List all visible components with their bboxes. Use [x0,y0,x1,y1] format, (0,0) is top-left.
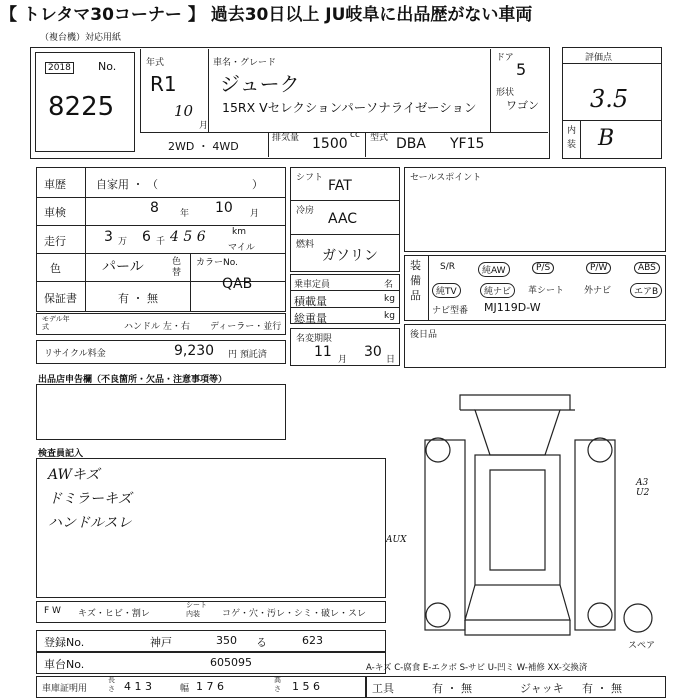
color-code: QAB [222,276,253,292]
left-side-panel [425,440,465,630]
shift-value: FAT [328,178,352,194]
equip-airbag: エアB [630,283,662,298]
seat-text: コゲ・穴・汚レ・シミ・破レ・スレ [222,609,367,619]
plate-label: 登録No. [44,636,85,649]
equip-ext-navi: 外ナビ [584,286,612,296]
era-label: 年式 [146,58,165,68]
dims-wid: 1 7 6 [196,680,224,693]
mileage-mile: マイル [228,243,255,253]
chassis-label: 車台No. [44,658,85,671]
dims-len: 4 1 3 [124,680,152,693]
load-unit: kg [384,294,395,304]
dims-wid-label: 幅 [180,684,190,694]
recycle-label: リサイクル料金 [44,349,106,359]
score-label: 評価点 [585,53,613,63]
spare-label: スペア [628,641,656,651]
weight-label: 総重量 [294,312,327,325]
diagram-aux-mark: AUX [386,535,407,545]
color-value: パール [102,259,144,275]
mileage-sen: 6 [142,229,151,245]
navi-value: MJ119D-W [484,301,541,314]
doors-value: 5 [516,60,527,79]
warranty-label: 保証書 [44,292,77,305]
equip-abs: ABS [634,262,660,274]
shape-label: 形状 [496,88,515,98]
history-value: 自家用 ・ （ [96,178,158,191]
equip-navi: 純ナビ [480,283,515,298]
color-code-label: カラーNo. [196,258,238,268]
navi-label: ナビ型番 [432,306,469,316]
mileage-rest: 4 5 6 [170,229,206,245]
inspection-year-unit: 年 [180,209,190,219]
tools-value: 有 ・ 無 [432,682,472,695]
equip-sr: S/R [440,262,455,272]
dealer-text: ディーラー・並行 [210,322,282,332]
mileage-man: 3 [104,229,113,245]
score-value: 3.5 [590,85,629,113]
lot-number: 8225 [48,92,115,122]
sales-point-label: セールスポイント [410,173,482,183]
inspector-note-1: AWキズ [48,467,100,483]
body-outline [475,455,560,585]
color-label: 色 [50,262,61,275]
windshield-outline [475,410,560,455]
fuel-label: 燃料 [296,240,315,250]
displacement-label: 排気量 [272,133,300,143]
lot-year-tag: 2018 [45,62,74,74]
displacement-value: 1500 [312,136,348,152]
seller-notes-box [36,384,286,440]
equip-tv: 純TV [432,283,461,298]
capacity-label: 乗車定員 [294,280,331,290]
expiry-day-unit: 日 [386,355,396,365]
inspection-month-unit: 月 [250,209,260,219]
expiry-day: 30 [364,344,382,360]
dims-hgt: 1 5 6 [292,680,320,693]
aircon-value: AAC [328,211,358,227]
era-value: R1 [150,72,177,96]
seller-notes-label: 出品店申告欄（不良箇所・欠品・注意事項等） [38,375,228,385]
dims-hgt-label: 高さ [274,676,281,693]
plate-number: 623 [302,634,323,647]
mileage-km: km [232,227,246,237]
equip-ps: P/S [532,262,554,274]
equip-aw: 純AW [478,262,510,277]
subheader: （複台機）対応用紙 [40,33,122,43]
model-label: 車名・グレード [213,58,277,68]
plate-class: 350 [216,634,237,647]
model-grade: 15RX Vセレクションパーソナライゼーション [222,100,477,115]
mileage-label: 走行 [44,235,66,248]
equip-pw: P/W [586,262,611,274]
banner-title: 【 トレタマ30コーナー 】 過去30日以上 JU岐阜に出品歴がない車両 [0,0,700,30]
weight-unit: kg [384,311,395,321]
color-change-label: 色替 [172,257,182,278]
wheel-fl [426,438,450,462]
roof-outline [460,395,570,410]
mileage-sen-unit: 千 [156,237,166,247]
jack-label: ジャッキ [520,682,564,695]
era-month-suffix: 月 [199,121,209,131]
wheel-rl [426,603,450,627]
inspection-month: 10 [215,200,233,216]
recycle-value: 9,230 [174,343,215,359]
history-close: ） [252,178,263,191]
model-year-label: モデル年式 [42,315,70,331]
inspection-year: 8 [150,200,159,216]
chassis-value: 605095 [210,656,252,669]
post-install-box [404,324,666,368]
expiry-month: 11 [314,344,332,360]
era-month: 10 [174,102,194,120]
fuel-value: ガソリン [322,248,378,264]
doors-label: ドア [496,53,514,63]
rear-outline [465,585,570,620]
equip-leather: 革シート [528,286,565,296]
shift-label: シフト [296,173,324,183]
expiry-month-unit: 月 [338,355,348,365]
inspector-label: 検査員記入 [38,449,84,459]
interior-label: 内装 [567,126,577,150]
wheel-rr [588,603,612,627]
aircon-label: 冷房 [296,206,315,216]
diagram-right-mark: A3 U2 [636,478,650,498]
plate-row [36,630,386,652]
jack-value: 有 ・ 無 [582,682,622,695]
recycle-unit: 円 預託済 [228,350,267,360]
shape-value: ワゴン [506,99,539,112]
warranty-value: 有 ・ 無 [118,292,158,305]
displacement-unit: cc [350,130,360,140]
car-damage-diagram [400,380,690,650]
inspector-note-3: ハンドルスレ [48,515,132,531]
inspector-note-2: ドミラーキズ [48,491,132,507]
model-name: ジューク [220,72,300,96]
drive-options: 2WD ・ 4WD [168,140,239,153]
plate-city: 神戸 [150,636,172,649]
lot-no-label: No. [98,60,117,73]
equipment-label: 装備品 [410,259,421,302]
type-label: 型式 [370,133,389,143]
fw-label: F W [44,606,61,616]
capacity-unit: 名 [384,280,394,290]
post-install-label: 後日品 [410,330,438,340]
spare-tire-icon [624,604,652,632]
dims-len-label: 長さ [108,676,115,693]
damage-legend: A-キズ C-腐食 E-エクボ S-サビ U-凹ミ W-補修 XX-交換済 [366,663,588,673]
inspection-label: 車検 [44,206,66,219]
interior-value: B [598,126,615,151]
seat-label: シート内装 [186,601,207,618]
wheel-fr [588,438,612,462]
expiry-label: 名変期限 [296,334,333,344]
handle-text: ハンドル 左・右 [124,322,190,332]
fw-text: キズ・ヒビ・割レ [78,609,150,619]
dims-label: 車庫証明用 [42,684,88,694]
tools-label: 工具 [372,682,394,695]
right-side-panel [575,440,615,630]
history-label: 車歴 [44,178,66,191]
type-value: DBA [396,136,426,152]
load-label: 積載量 [294,295,327,308]
plate-kana: る [256,636,267,649]
mileage-man-unit: 万 [118,237,128,247]
type-suffix: YF15 [450,136,485,152]
